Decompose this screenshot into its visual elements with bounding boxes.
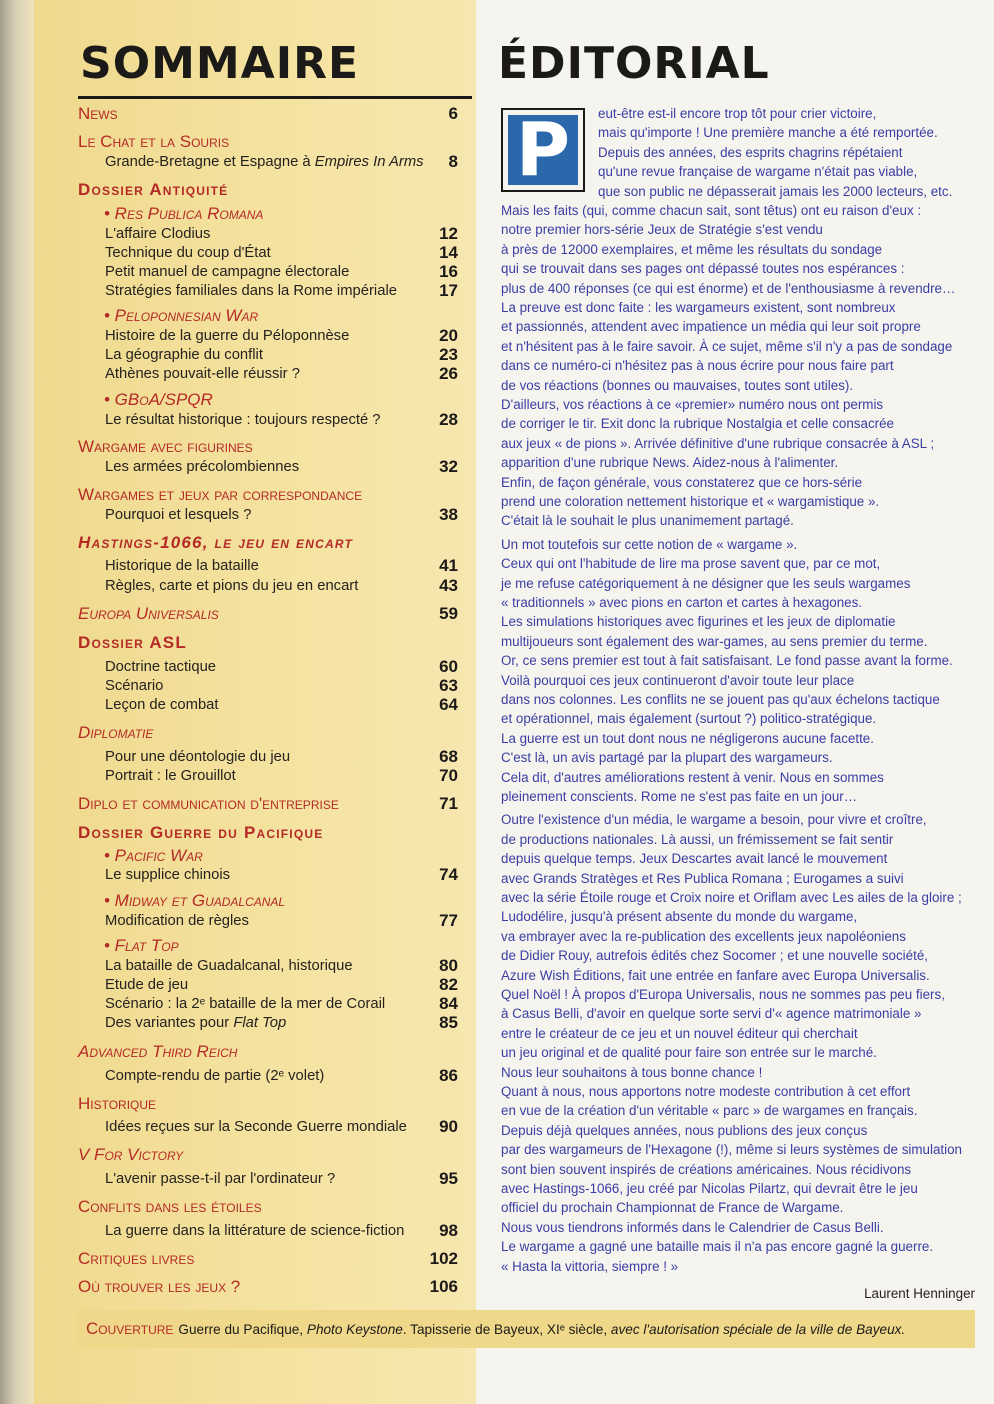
- toc-page-number: 32: [439, 457, 458, 476]
- editorial-line: avec Hastings-1066, jeu créé par Nicolas Pilartz, qui devrait être le jeu: [501, 1181, 918, 1196]
- editorial-signature: Laurent Henninger: [864, 1286, 975, 1301]
- cover-credit-text: [86, 1310, 905, 1349]
- editorial-line: eut-être est-il encore trop tôt pour crier victoire,: [598, 106, 877, 121]
- editorial-line: C'est là, un avis partagé par la plupart des wargameurs.: [501, 750, 833, 766]
- cover-heading: Couverture: [86, 1319, 174, 1338]
- toc-page-number: 60: [439, 657, 458, 676]
- toc-label-text: Le résultat historique : toujours respecté ?: [105, 412, 381, 428]
- toc-section: [78, 436, 462, 458]
- toc-label-text: Europa Universalis: [78, 604, 219, 623]
- toc-label: [78, 1041, 237, 1063]
- toc-label: [78, 131, 229, 153]
- toc-section: [78, 532, 462, 554]
- cover-part-3: . Tapisserie de Bayeux, XIᵉ siècle,: [402, 1322, 611, 1337]
- toc-section: [78, 484, 462, 506]
- toc-label: [104, 890, 285, 912]
- toc-entry: [78, 363, 462, 385]
- editorial-line: multijoueurs sont également des war-games, au sens premier du terme.: [501, 633, 928, 649]
- editorial-line: de productions nationales. Là aussi, un frémissement se fait sentir: [501, 831, 894, 847]
- toc-label-text: Etude de jeu: [105, 977, 189, 993]
- toc-page-number: 102: [429, 1249, 458, 1268]
- editorial-line: je me refuse catégoriquement à ne désigner que les seuls wargames: [501, 575, 911, 591]
- toc-page-number: 84: [439, 994, 458, 1013]
- toc-label: [105, 1220, 404, 1242]
- dropcap-letter: P: [508, 115, 578, 185]
- toc-label: [78, 1276, 240, 1298]
- cover-part-4: avec l'autorisation spéciale de la ville de Bayeux.: [610, 1322, 906, 1337]
- toc-page-number: 68: [439, 747, 458, 766]
- toc-page-number: 106: [429, 1277, 458, 1296]
- editorial-line: Ceux qui ont l'habitude de lire ma prose savent que, par ce mot,: [501, 556, 881, 572]
- toc-page-number: 8: [448, 152, 458, 171]
- toc-label-text: • Peloponnesian War: [104, 306, 259, 325]
- editorial-line: avec Grands Stratèges et Res Publica Romana ; Eurogames a suivi: [501, 870, 904, 886]
- toc-label-text: Technique du coup d'État: [105, 245, 271, 261]
- editorial-line: Nous leur souhaitons à tous bonne chance !: [501, 1064, 763, 1080]
- editorial-line: Un mot toutefois sur cette notion de « wargame ».: [501, 536, 798, 552]
- editorial-line: « traditionnels » avec pions en carton et cartes à hexagones.: [501, 595, 863, 610]
- toc-subsection: [78, 935, 462, 957]
- toc-section: [78, 632, 462, 654]
- toc-entry: [78, 456, 462, 478]
- toc-label-title: Empires In Arms: [314, 154, 424, 170]
- editorial-line: et n'hésitent pas à le faire savoir. À ce sujet, même s'il n'y a pas de sondage: [501, 338, 953, 354]
- editorial-line: dans nos colonnes. Les conflits ne se jouent pas qu'aux échelons tactique: [501, 692, 940, 707]
- editorial-line: par des wargameurs de l'Hexagone (!), même si leurs systèmes de simulation: [501, 1142, 963, 1158]
- editorial-line: et opérationnel, mais également (surtout ?) politico-stratégique.: [501, 711, 877, 727]
- toc-label: [78, 436, 253, 458]
- toc-label: [105, 765, 236, 787]
- toc-label-text: News: [78, 104, 118, 123]
- toc-entry: [78, 1168, 462, 1190]
- editorial-line: Le wargame a gagné une bataille mais il n'a pas encore gagné la guerre.: [501, 1239, 934, 1255]
- toc-label-text: • Pacific War: [104, 846, 203, 865]
- toc-label: [104, 305, 258, 327]
- toc-section: [78, 179, 462, 201]
- toc-label: [105, 151, 424, 173]
- toc-label-text: Le Chat et la Souris: [78, 132, 230, 151]
- toc-label-text: • Res Publica Romana: [104, 204, 264, 223]
- toc-label: [105, 456, 299, 478]
- toc-page-number: 43: [439, 576, 458, 595]
- toc-page-number: 71: [439, 794, 458, 813]
- toc-section: [78, 793, 462, 815]
- toc-page-number: 28: [439, 410, 458, 429]
- toc-label: [105, 575, 358, 597]
- toc-label: [104, 203, 263, 225]
- toc-label: [78, 793, 339, 815]
- toc-label-text: Dossier ASL: [78, 633, 187, 652]
- editorial-line: depuis quelque temps. Jeux Descartes avait lancé le mouvement: [501, 851, 888, 867]
- toc-label-text: Wargames et jeux par correspondance: [78, 485, 363, 504]
- editorial-line: Quel Noël ! À propos d'Europa Universalis, nous ne sommes pas peu fiers,: [501, 987, 945, 1002]
- toc-entry: [78, 765, 462, 787]
- toc-label-text: Scénario: [105, 678, 164, 694]
- toc-label-text: Portrait : le Grouillot: [105, 768, 236, 784]
- editorial-line: dans ce numéro-ci n'hésitez pas à nous écrire pour nous faire part: [501, 358, 894, 374]
- toc-label: [78, 1093, 156, 1115]
- toc-page-number: 6: [448, 104, 458, 123]
- cover-part-1: Guerre du Pacifique,: [178, 1322, 307, 1337]
- toc-label-text: Modification de règles: [105, 913, 249, 929]
- editorial-line: pleinement conscients. Rome ne s'est pas faite en un jour…: [501, 789, 858, 804]
- editorial-line: Outre l'existence d'un média, le wargame a besoin, pour vivre et croître,: [501, 812, 927, 828]
- toc-entry: [78, 694, 462, 716]
- toc-entry: [78, 864, 462, 886]
- toc-page-number: 95: [439, 1169, 458, 1188]
- toc-label-text: • Flat Top: [104, 936, 179, 955]
- editorial-line: officiel du prochain Championnat de France de Wargame.: [501, 1200, 844, 1216]
- toc-label: [105, 409, 381, 431]
- editorial-line: à près de 12000 exemplaires, et même les résultats du sondage: [501, 241, 883, 257]
- editorial-line: de vos réactions (bonnes ou mauvaises, toutes sont utiles).: [501, 377, 854, 393]
- toc-entry: [78, 555, 462, 577]
- editorial-line: entre le créateur de ce jeu et un nouvel éditeur qui cherchait: [501, 1025, 858, 1041]
- toc-label-text: Où trouver les jeux ?: [78, 1277, 241, 1296]
- toc-label: [105, 555, 259, 577]
- toc-subsection: [78, 890, 462, 912]
- editorial-title: ÉDITORIAL: [498, 38, 770, 89]
- toc-subsection: [78, 305, 462, 327]
- toc-page-number: 82: [439, 975, 458, 994]
- toc-label-text: Dossier Guerre du Pacifique: [78, 823, 324, 842]
- toc-entry: [78, 910, 462, 932]
- toc-label: [78, 1196, 262, 1218]
- sommaire-title: SOMMAIRE: [80, 38, 360, 89]
- toc-label-text: Grande-Bretagne et Espagne à: [105, 154, 315, 170]
- toc-label-text: La géographie du conflit: [105, 347, 263, 363]
- toc-label-title: Flat Top: [233, 1015, 287, 1031]
- toc-page-number: 16: [439, 262, 458, 281]
- editorial-line: apparition d'une rubrique News. Aidez-nous à l'alimenter.: [501, 455, 839, 471]
- toc-page-number: 86: [439, 1066, 458, 1085]
- toc-label: [78, 822, 323, 844]
- editorial-line: sont bien souvent inspirés de créations américaines. Nous récidivons: [501, 1161, 912, 1177]
- page-binding: [0, 0, 34, 1404]
- editorial-line: que son public ne dépasserait jamais les 2000 lecteurs, etc.: [598, 183, 953, 199]
- toc-label: [78, 179, 228, 201]
- toc-entry: [78, 504, 462, 526]
- toc-label: [105, 1065, 324, 1087]
- toc-label-text: Les armées précolombiennes: [105, 459, 300, 475]
- table-of-contents: [78, 102, 462, 1302]
- toc-label: [78, 603, 219, 625]
- editorial-line: de Didier Rouy, autrefois édités chez Socomer ; et une nouvelle société,: [501, 948, 928, 964]
- toc-page-number: 77: [439, 911, 458, 930]
- toc-page-number: 26: [439, 364, 458, 383]
- editorial-line: « Hasta la vittoria, siempre ! »: [501, 1258, 679, 1274]
- editorial-line: C'était là le souhait le plus unanimement partagé.: [501, 513, 794, 529]
- editorial-line: mais qu'importe ! Une première manche a été remportée.: [598, 125, 938, 141]
- toc-label: [105, 1116, 407, 1138]
- toc-label: [78, 1248, 194, 1270]
- toc-section: [78, 1276, 462, 1298]
- toc-page-number: 74: [439, 865, 458, 884]
- toc-label-text: Le supplice chinois: [105, 867, 231, 883]
- toc-label: [105, 504, 251, 526]
- toc-page-number: 14: [439, 243, 458, 262]
- toc-page-number: 20: [439, 326, 458, 345]
- toc-label-text: Règles, carte et pions du jeu en encart: [105, 578, 359, 594]
- editorial-line: Quant à nous, nous apportons notre modeste contribution à cet effort: [501, 1084, 911, 1099]
- toc-label: [78, 722, 153, 744]
- toc-subsection: [78, 389, 462, 411]
- editorial-line: va embrayer avec la re-publication des excellents jeux napoléoniens: [501, 928, 906, 944]
- toc-label-text: Diplomatie: [78, 723, 154, 742]
- toc-entry: [78, 575, 462, 597]
- toc-label-text: L'avenir passe-t-il par l'ordinateur ?: [105, 1171, 336, 1187]
- toc-page-number: 80: [439, 956, 458, 975]
- toc-label-text: Compte-rendu de partie (2ᵉ volet): [105, 1068, 325, 1084]
- toc-page-number: 59: [439, 604, 458, 623]
- toc-page-number: 12: [439, 224, 458, 243]
- toc-label-text: Hastings-1066, le jeu en encart: [78, 533, 354, 552]
- toc-entry: [78, 1065, 462, 1087]
- editorial-line: D'ailleurs, vos réactions à ce «premier» numéro nous ont permis: [501, 397, 884, 412]
- toc-entry: [78, 409, 462, 431]
- toc-section: [78, 1196, 462, 1218]
- editorial-line: Nous vous tiendrons informés dans le Calendrier de Casus Belli.: [501, 1219, 884, 1235]
- toc-label-text: La guerre dans la littérature de science-fiction: [105, 1223, 405, 1239]
- editorial-line: notre premier hors-série Jeux de Stratégie s'est vendu: [501, 222, 823, 238]
- sommaire-rule: [78, 96, 472, 99]
- toc-section: [78, 1093, 462, 1115]
- toc-label: [78, 1144, 183, 1166]
- toc-section: [78, 722, 462, 744]
- editorial-line: Les simulations historiques avec figurines et les jeux de diplomatie: [501, 614, 896, 630]
- toc-label-text: Athènes pouvait-elle réussir ?: [105, 366, 300, 382]
- toc-label: [78, 532, 353, 554]
- toc-page-number: 70: [439, 766, 458, 785]
- toc-label: [105, 363, 300, 385]
- toc-label: [105, 864, 230, 886]
- toc-label: [105, 1168, 335, 1190]
- dropcap-box: [501, 108, 585, 192]
- toc-label-text: Stratégies familiales dans la Rome impériale: [105, 283, 397, 299]
- toc-entry: [78, 1116, 462, 1138]
- toc-section: [78, 1248, 462, 1270]
- toc-label: [105, 280, 397, 302]
- toc-page-number: 85: [439, 1013, 458, 1032]
- toc-subsection: [78, 203, 462, 225]
- toc-label-text: V For Victory: [78, 1145, 184, 1164]
- editorial-line: un jeu original et de qualité pour faire son entrée sur le marché.: [501, 1045, 877, 1061]
- toc-label: [105, 694, 219, 716]
- editorial-line: aux jeux « de pions ». Arrivée définitive d'une rubrique consacrée à ASL ;: [501, 435, 935, 451]
- toc-page-number: 64: [439, 695, 458, 714]
- toc-label-text: Historique: [78, 1094, 157, 1113]
- cover-part-2: Photo Keystone: [306, 1322, 403, 1337]
- toc-label-text: Historique de la bataille: [105, 558, 259, 574]
- editorial-line: La guerre est un tout dont nous ne négligerons aucune facette.: [501, 730, 874, 746]
- editorial-line: qui se trouvait dans ses pages ont dépassé toutes nos espérances :: [501, 261, 905, 277]
- editorial-line: Voilà pourquoi ces jeux continueront d'avoir toute leur place: [501, 672, 855, 688]
- editorial-line: Cela dit, d'autres améliorations restent à venir. Nous en sommes: [501, 769, 884, 785]
- editorial-line: à Casus Belli, d'avoir en quelque sorte servi d'« agence matrimoniale »: [501, 1006, 922, 1022]
- toc-label-text: Conflits dans les étoiles: [78, 1197, 262, 1216]
- toc-page-number: 17: [439, 281, 458, 300]
- toc-entry: [78, 151, 462, 173]
- editorial-line: Depuis déjà quelques années, nous publions des jeux conçus: [501, 1122, 868, 1138]
- editorial-line: Azure Wish Éditions, fait une entrée en fanfare avec Europa Universalis.: [501, 967, 930, 983]
- toc-label: [78, 632, 187, 654]
- toc-page-number: 90: [439, 1117, 458, 1136]
- toc-entry: [78, 1220, 462, 1242]
- editorial-line: La preuve est donc faite : les wargameurs existent, sont nombreux: [501, 300, 896, 315]
- editorial-line: et passionnés, attendent avec impatience un média qui leur soit propre: [501, 319, 921, 335]
- toc-label-text: L'affaire Clodius: [105, 226, 211, 242]
- editorial-line: qu'une revue française de wargame n'était pas viable,: [598, 164, 918, 180]
- toc-label: [105, 1012, 286, 1034]
- toc-page-number: 38: [439, 505, 458, 524]
- toc-label-text: Histoire de la guerre du Péloponnèse: [105, 328, 350, 344]
- toc-section: [78, 603, 462, 625]
- editorial-line: avec la série Étoile rouge et Croix noire et Oriflam avec Les ailes de la gloire ;: [501, 890, 962, 905]
- toc-label-text: Advanced Third Reich: [78, 1042, 238, 1061]
- toc-label-text: Pourquoi et lesquels ?: [105, 507, 252, 523]
- toc-page-number: 41: [439, 556, 458, 575]
- toc-label: [105, 910, 249, 932]
- toc-label-text: Idées reçues sur la Seconde Guerre mondiale: [105, 1119, 407, 1135]
- toc-label-text: Doctrine tactique: [105, 659, 217, 675]
- toc-label-text: Critiques livres: [78, 1249, 195, 1268]
- editorial-line: prend une coloration nettement historique et « wargamistique ».: [501, 494, 880, 509]
- toc-section: [78, 822, 462, 844]
- toc-label-text: Pour une déontologie du jeu: [105, 749, 291, 765]
- toc-label-text: • Midway et Guadalcanal: [104, 891, 286, 910]
- toc-page-number: 23: [439, 345, 458, 364]
- toc-label-text: • GBoA/SPQR: [104, 390, 213, 409]
- editorial-line: de corriger le tir. Exit donc la rubrique Nostalgia et celle consacrée: [501, 416, 894, 432]
- toc-label-text: Dossier Antiquité: [78, 180, 229, 199]
- toc-label-text: Des variantes pour: [105, 1015, 234, 1031]
- editorial-line: Depuis des années, des esprits chagrins répétaient: [598, 144, 903, 160]
- toc-page-number: 98: [439, 1221, 458, 1240]
- toc-page-number: 63: [439, 676, 458, 695]
- toc-label-text: La bataille de Guadalcanal, historique: [105, 958, 353, 974]
- toc-label-text: Leçon de combat: [105, 697, 219, 713]
- toc-label: [78, 484, 362, 506]
- toc-section: [78, 103, 462, 125]
- toc-label: [104, 389, 213, 411]
- toc-section: [78, 1144, 462, 1166]
- editorial-line: Or, ce sens premier est tout à fait satisfaisant. Le fond passe avant la forme.: [501, 653, 953, 669]
- toc-section: [78, 131, 462, 153]
- cover-credit-bar: [76, 1310, 975, 1348]
- editorial-line: plus de 400 réponses (ce qui est énorme) et de l'enthousiasme à revendre…: [501, 280, 956, 296]
- toc-section: [78, 1041, 462, 1063]
- toc-label-text: Wargame avec figurines: [78, 437, 253, 456]
- editorial-line: Ludodélire, jusqu'à présent absente du monde du wargame,: [501, 909, 858, 925]
- editorial-line: Enfin, de façon générale, vous constaterez que ce hors-série: [501, 474, 863, 490]
- toc-label-text: Petit manuel de campagne électorale: [105, 264, 350, 280]
- toc-entry: [78, 1012, 462, 1034]
- editorial-line: en vue de la création d'un véritable « parc » de wargames en français.: [501, 1103, 918, 1119]
- toc-label-text: Diplo et communication d'entreprise: [78, 794, 339, 813]
- editorial-line: Mais les faits (qui, comme chacun sait, sont têtus) ont eu raison d'eux :: [501, 203, 922, 218]
- toc-entry: [78, 280, 462, 302]
- toc-label-text: Scénario : la 2ᵉ bataille de la mer de Corail: [105, 996, 386, 1012]
- toc-label: [78, 103, 118, 125]
- toc-label: [104, 935, 179, 957]
